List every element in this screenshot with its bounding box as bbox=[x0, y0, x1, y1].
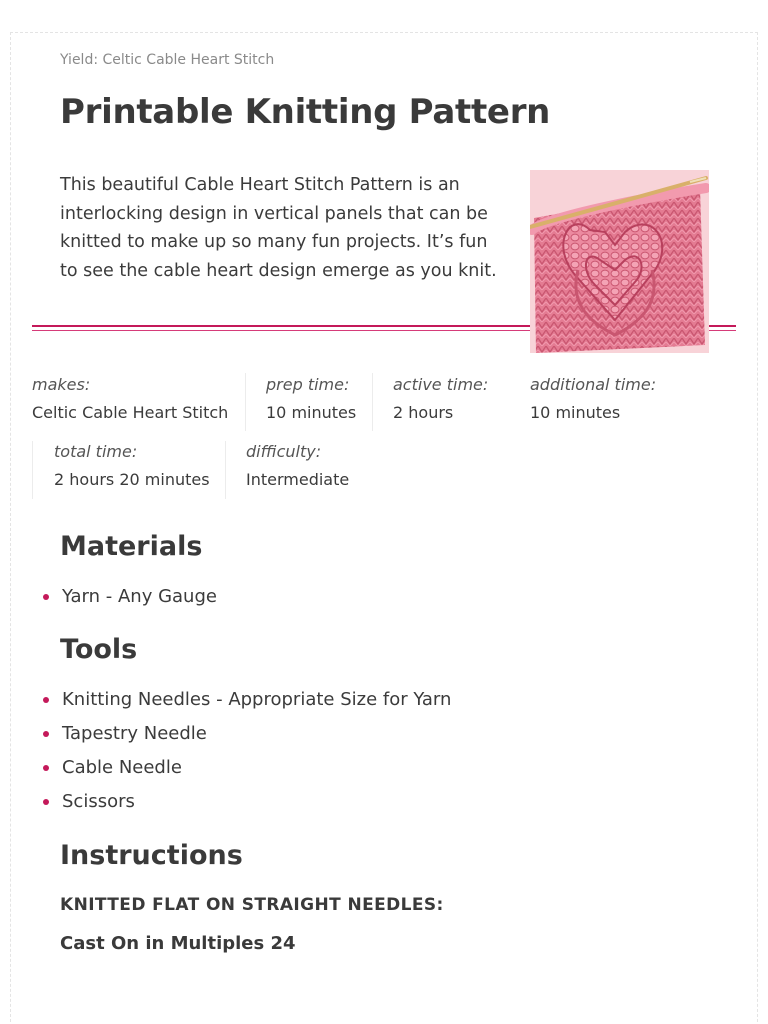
meta-additional-time bbox=[530, 375, 656, 422]
materials-list bbox=[0, 580, 700, 614]
tools-list bbox=[0, 683, 700, 819]
meta-makes bbox=[32, 375, 228, 422]
meta-separator bbox=[245, 373, 246, 431]
list-item bbox=[0, 717, 700, 751]
meta-active-time-label: active time: bbox=[393, 375, 489, 394]
meta-additional-time-label: additional time: bbox=[530, 375, 657, 394]
meta-makes-value: Celtic Cable Heart Stitch bbox=[32, 403, 229, 422]
meta-makes-label: makes: bbox=[32, 375, 91, 394]
meta-total-time bbox=[54, 442, 210, 489]
meta-difficulty bbox=[246, 442, 349, 489]
meta-separator bbox=[32, 441, 33, 499]
bullet-icon bbox=[43, 697, 49, 703]
meta-total-time-label: total time: bbox=[54, 442, 138, 461]
bullet-icon bbox=[43, 799, 49, 805]
meta-separator bbox=[225, 441, 226, 499]
meta-difficulty-label: difficulty: bbox=[246, 442, 322, 461]
intro-paragraph: This beautiful Cable Heart Stitch Pattern is an interlocking design in vertical panels that can be knitted to make up so many fun projects. It’s fun to see the cable heart design emerge as you knit. bbox=[60, 175, 497, 281]
list-item-text: Knitting Needles - Appropriate Size for Yarn bbox=[62, 689, 452, 710]
meta-additional-time-value: 10 minutes bbox=[530, 403, 621, 422]
bullet-icon bbox=[43, 765, 49, 771]
meta-prep-time-label: prep time: bbox=[266, 375, 350, 394]
instructions-heading: Instructions bbox=[60, 840, 243, 871]
meta-prep-time-value: 10 minutes bbox=[266, 403, 357, 422]
meta-total-time-value: 2 hours 20 minutes bbox=[54, 470, 210, 489]
meta-active-time bbox=[393, 375, 488, 422]
list-item bbox=[0, 785, 700, 819]
bullet-icon bbox=[43, 594, 49, 600]
list-item-text: Scissors bbox=[62, 791, 135, 812]
meta-difficulty-value: Intermediate bbox=[246, 470, 350, 489]
instruction-step: Cast On in Multiples 24 bbox=[60, 933, 296, 954]
knitted-swatch-image bbox=[530, 170, 709, 353]
list-item-text: Cable Needle bbox=[62, 757, 182, 778]
meta-separator bbox=[372, 373, 373, 431]
yield-label: Yield: Celtic Cable Heart Stitch bbox=[60, 52, 275, 68]
instructions-subheading: KNITTED FLAT ON STRAIGHT NEEDLES: bbox=[60, 895, 444, 915]
materials-heading: Materials bbox=[60, 531, 203, 562]
list-item-text: Tapestry Needle bbox=[62, 723, 207, 744]
page-title: Printable Knitting Pattern bbox=[60, 92, 551, 132]
tools-heading: Tools bbox=[60, 634, 138, 665]
list-item-text: Yarn - Any Gauge bbox=[62, 586, 217, 607]
meta-active-time-value: 2 hours bbox=[393, 403, 454, 422]
meta-prep-time bbox=[266, 375, 356, 422]
cable-heart-swatch-icon bbox=[530, 170, 709, 353]
list-item bbox=[0, 580, 700, 614]
list-item bbox=[0, 683, 700, 717]
list-item bbox=[0, 751, 700, 785]
bullet-icon bbox=[43, 731, 49, 737]
